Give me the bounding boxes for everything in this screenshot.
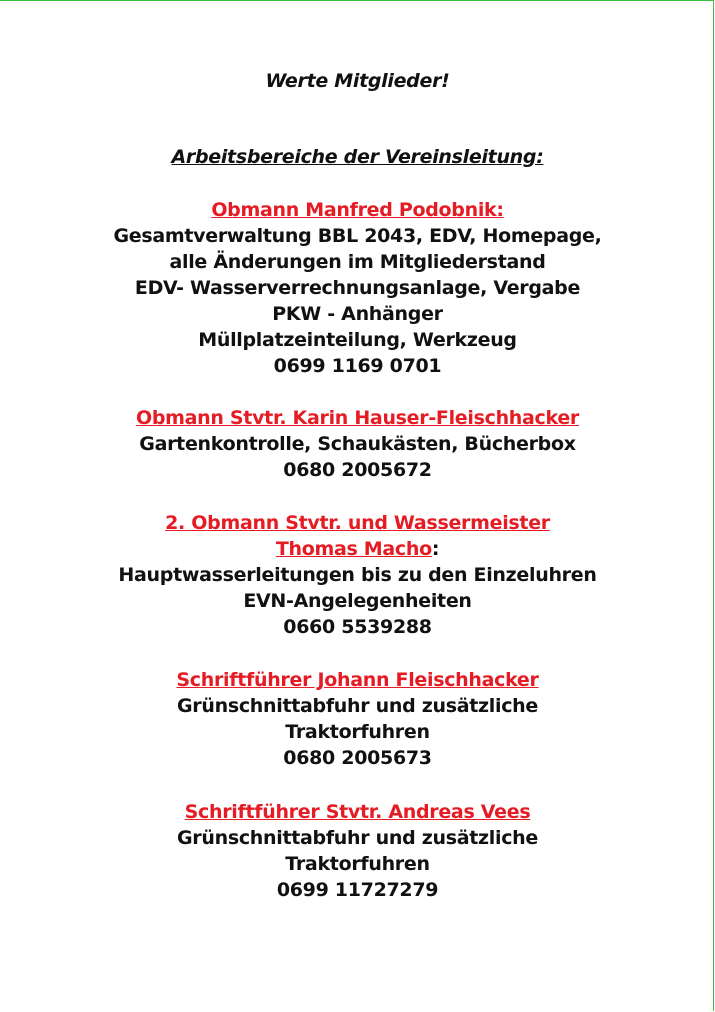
phone-number: 0699 11727279 bbox=[276, 879, 439, 901]
section-wassermeister bbox=[0, 510, 715, 640]
section-line: PKW - Anhänger bbox=[272, 303, 443, 325]
section-line: Grünschnittabfuhr und zusätzliche bbox=[177, 827, 538, 849]
section-title: Obmann Stvtr. Karin Hauser-Fleischhacker bbox=[135, 407, 580, 429]
phone-number: 0680 2005672 bbox=[283, 459, 432, 481]
section-title: Schriftführer Stvtr. Andreas Vees bbox=[184, 801, 531, 823]
greeting: Werte Mitglieder! bbox=[265, 70, 450, 92]
section-line: Traktorfuhren bbox=[285, 853, 430, 875]
section-line: Gartenkontrolle, Schaukästen, Bücherbox bbox=[139, 433, 576, 455]
section-line: alle Änderungen im Mitgliederstand bbox=[169, 251, 546, 273]
title-colon: : bbox=[431, 538, 440, 560]
section-schriftfuehrer bbox=[0, 667, 715, 771]
section-title: 2. Obmann Stvtr. und Wassermeister bbox=[165, 512, 550, 534]
section-title-name: Thomas Macho bbox=[275, 538, 432, 560]
section-obmann-stvtr bbox=[0, 405, 715, 483]
section-obmann bbox=[0, 197, 715, 379]
section-line: EVN-Angelegenheiten bbox=[243, 590, 472, 612]
section-line: Gesamtverwaltung BBL 2043, EDV, Homepage, bbox=[113, 225, 602, 247]
phone-number: 0660 5539288 bbox=[283, 616, 432, 638]
section-title: Obmann Manfred Podobnik: bbox=[211, 199, 504, 221]
section-line: Traktorfuhren bbox=[285, 721, 430, 743]
section-title: Schriftführer Johann Fleischhacker bbox=[176, 669, 539, 691]
section-line: Hauptwasserleitungen bis zu den Einzeluhren bbox=[118, 564, 597, 586]
phone-number: 0699 1169 0701 bbox=[273, 355, 442, 377]
page-heading: Arbeitsbereiche der Vereinsleitung: bbox=[171, 146, 544, 168]
phone-number: 0680 2005673 bbox=[283, 747, 432, 769]
section-title-line2 bbox=[0, 536, 715, 562]
section-line: EDV- Wasserverrechnungsanlage, Vergabe bbox=[134, 277, 581, 299]
section-line: Müllplatzeinteilung, Werkzeug bbox=[198, 329, 517, 351]
section-schriftfuehrer-stvtr bbox=[0, 799, 715, 903]
section-line: Grünschnittabfuhr und zusätzliche bbox=[177, 695, 538, 717]
